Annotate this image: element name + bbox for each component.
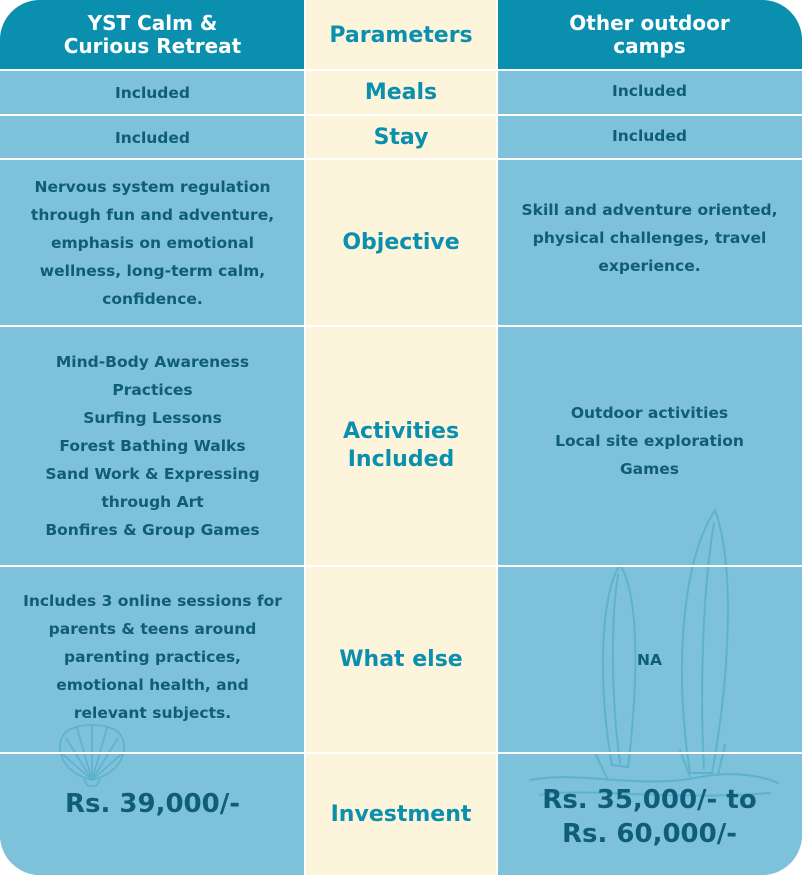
parameter-label: What else <box>339 646 463 672</box>
meals-other <box>497 71 802 110</box>
cell-text: Practices <box>112 381 193 399</box>
parameter-activities <box>305 327 497 565</box>
parameter-label: Meals <box>364 79 438 105</box>
parameter-meals <box>305 71 497 114</box>
price-text: Rs. 39,000/- <box>64 789 241 819</box>
header-parameters: Parameters <box>329 22 473 48</box>
cell-text: Surfing Lessons <box>83 409 222 427</box>
stay-yst <box>0 116 305 159</box>
parameter-label: Objective <box>342 229 460 255</box>
header-yst-line-1: YST Calm & <box>87 11 218 35</box>
cell-text: Forest Bathing Walks <box>59 437 246 455</box>
activities-yst <box>0 327 305 565</box>
cell-text: Games <box>619 460 680 478</box>
objective-yst <box>0 160 305 325</box>
parameter-what-else <box>305 567 497 752</box>
cell-text: emphasis on emotional <box>51 233 254 252</box>
cell-text: Outdoor activities <box>570 404 729 422</box>
cell-text: parents & teens around <box>48 619 257 638</box>
cell-text: Mind-Body Awareness <box>55 353 250 371</box>
cell-text: Sand Work & Expressing <box>45 465 260 483</box>
objective-other <box>497 160 802 325</box>
header-yst-retreat <box>0 0 305 70</box>
cell-text: Local site exploration <box>555 432 744 450</box>
cell-text: Nervous system regulation <box>34 177 271 196</box>
cell-text: parenting practices, <box>64 647 241 666</box>
parameter-stay <box>305 116 497 159</box>
investment-other <box>497 754 802 875</box>
header-other-line-2: camps <box>613 34 686 58</box>
parameter-label: Stay <box>373 124 429 150</box>
investment-yst <box>0 754 305 860</box>
parameter-label: Included <box>347 447 455 472</box>
price-text: Rs. 35,000/- to <box>542 785 757 815</box>
cell-text: physical challenges, travel <box>532 228 767 247</box>
cell-text: NA <box>637 650 662 669</box>
header-other-line-1: Other outdoor <box>569 11 730 35</box>
cell-text: Bonfires & Group Games <box>45 521 260 539</box>
cell-text: Included <box>114 128 191 147</box>
what-else-other <box>497 567 802 752</box>
cell-text: experience. <box>598 256 701 275</box>
parameter-label: Activities <box>342 419 460 444</box>
stay-other <box>497 116 802 155</box>
parameter-investment <box>305 754 497 875</box>
parameter-objective <box>305 160 497 325</box>
header-other-camps <box>497 0 802 70</box>
cell-text: relevant subjects. <box>73 703 232 722</box>
parameter-label: Investment <box>330 801 472 827</box>
cell-text: confidence. <box>102 289 203 308</box>
meals-yst <box>0 71 305 114</box>
cell-text: Skill and adventure oriented, <box>521 200 778 219</box>
header-yst-line-2: Curious Retreat <box>63 34 242 58</box>
activities-other <box>497 327 802 565</box>
price-text: Rs. 60,000/- <box>561 819 738 849</box>
cell-text: Included <box>114 83 191 102</box>
cell-text: Includes 3 online sessions for <box>23 591 282 610</box>
cell-text: wellness, long-term calm, <box>39 261 266 280</box>
cell-text: Included <box>611 81 688 100</box>
cell-text: through fun and adventure, <box>30 205 275 224</box>
cell-text: Included <box>611 126 688 145</box>
what-else-yst <box>0 567 305 752</box>
cell-text: emotional health, and <box>56 675 249 694</box>
cell-text: through Art <box>101 493 204 511</box>
